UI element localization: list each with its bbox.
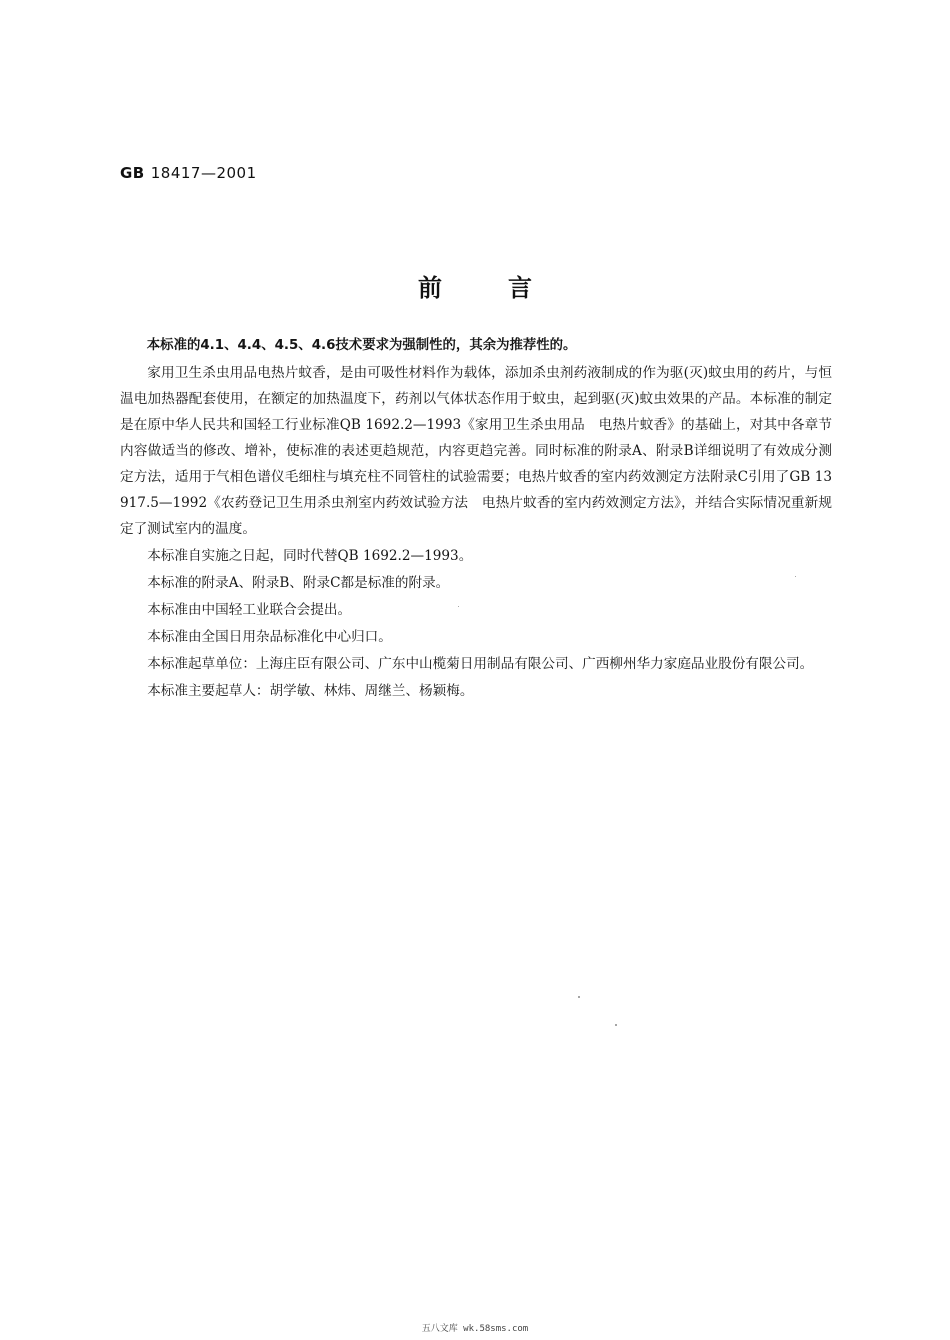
scan-speck	[795, 576, 796, 577]
paragraph-description: 家用卫生杀虫用品电热片蚊香，是由可吸性材料作为载体，添加杀虫剂药液制成的作为驱(灭)蚊虫用的药片，与恒温电加热器配套使用，在额定的加热温度下，药剂以气体状态作用于蚊虫，起到驱(灭)蚊虫效果的产品。本标准的制定是在原中华人民共和国轻工行业标准QB 1692.2—1993《家用卫生杀虫用品 电热片蚊香》的基础上，对其中各章节内容做适当的修改、增补，使标准的表述更趋规范，内容更趋完善。同时标准的附录A、附录B详细说明了有效成分测定方法，适用于气相色谱仪毛细柱与填充柱不同管柱的试验需要；电热片蚊香的室内药效测定方法附录C引用了GB 13917.5—1992《农药登记卫生用杀虫剂室内药效试验方法 电热片蚊香的室内药效测定方法》，并结合实际情况重新规定了测试室内的温度。	[120, 365, 832, 537]
paragraph-proposer: 本标准由中国轻工业联合会提出。	[147, 602, 352, 618]
paragraph-appendix: 本标准的附录A、附录B、附录C都是标准的附录。	[147, 575, 450, 591]
paragraph-centralized: 本标准由全国日用杂品标准化中心归口。	[147, 629, 392, 645]
scan-speck	[458, 606, 459, 607]
scan-speck	[615, 1024, 617, 1026]
paragraph-drafters: 本标准主要起草人：胡学敏、林炜、周继兰、杨颖梅。	[147, 683, 474, 699]
paragraph-mandatory-clause: 本标准的4.1、4.4、4.5、4.6技术要求为强制性的，其余为推荐性的。	[146, 338, 577, 353]
scan-speck	[578, 996, 580, 998]
footer-watermark: 五八文库 wk.58sms.com	[421, 1324, 529, 1334]
section-title: 前言	[418, 274, 598, 302]
standard-code: 18417—2001	[150, 164, 257, 182]
foreword-body	[120, 333, 832, 704]
standard-prefix: GB	[120, 164, 145, 182]
paragraph-drafting-units: 本标准起草单位：上海庄臣有限公司、广东中山榄菊日用制品有限公司、广西柳州华力家庭品业股份有限公司。	[147, 656, 814, 672]
paragraph-replacement: 本标准自实施之日起，同时代替QB 1692.2—1993。	[147, 548, 473, 564]
standard-number	[120, 164, 257, 182]
